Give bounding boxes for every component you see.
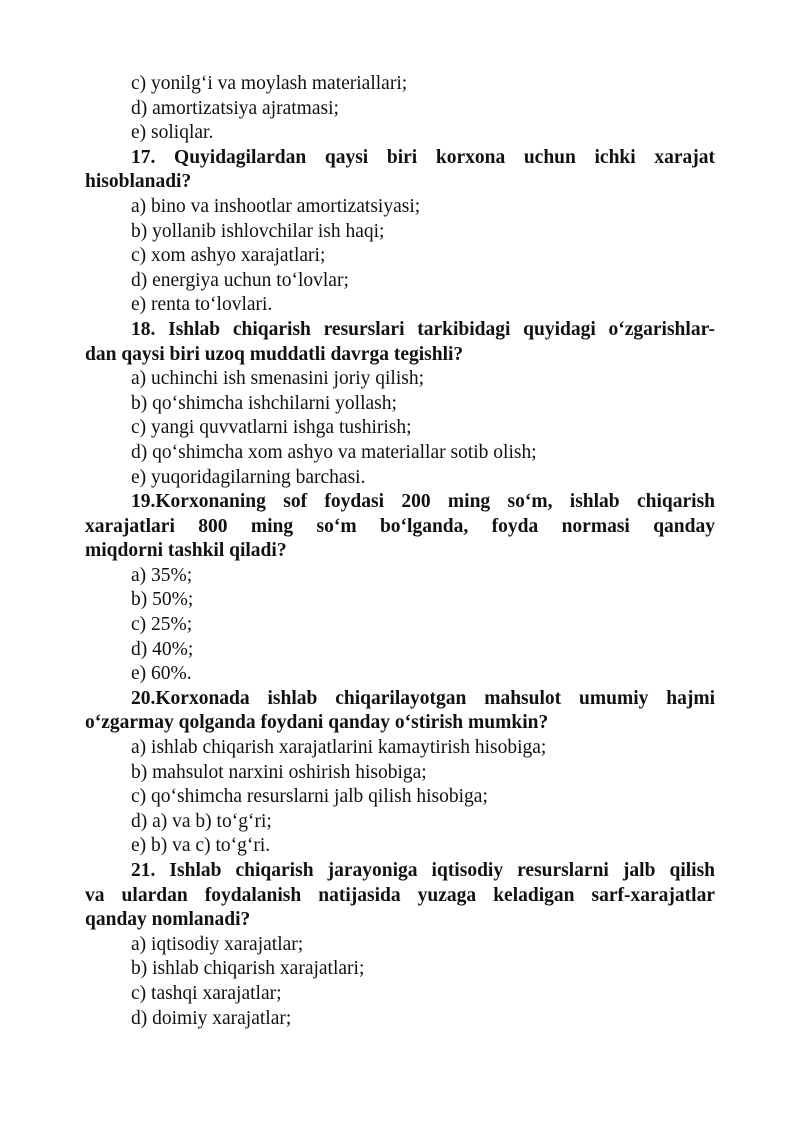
answer-option: e) 60%.	[131, 663, 192, 685]
answer-option: e) yuqoridagilarning barchasi.	[131, 466, 366, 488]
answer-option: a) uchinchi ish smenasini joriy qilish;	[131, 368, 425, 390]
question-line: qanday nomlanadi?	[85, 909, 251, 931]
question-line: miqdorni tashkil qiladi?	[85, 540, 287, 562]
answer-option: c) xom ashyo xarajatlari;	[131, 245, 326, 267]
answer-option: b) mahsulot narxini oshirish hisobiga;	[131, 761, 427, 783]
question-19-continuation	[85, 539, 715, 564]
question-18-continuation	[85, 343, 715, 368]
answer-option: e) b) va c) to‘g‘ri.	[131, 835, 271, 857]
answer-option: a) 35%;	[131, 564, 193, 586]
question-20	[85, 687, 715, 712]
question-21	[85, 859, 715, 884]
answer-option: b) yollanib ishlovchilar ish haqi;	[131, 220, 385, 242]
answer-option: e) soliqlar.	[131, 122, 214, 144]
question-17	[85, 146, 715, 171]
question-line: va ulardan foydalanish natijasida yuzaga keladigan sarf-xarajatlar	[85, 884, 715, 906]
document-page	[85, 72, 715, 1031]
question-19	[85, 490, 715, 515]
answer-option: d) qo‘shimcha xom ashyo va materiallar sotib olish;	[131, 441, 537, 463]
answer-option: b) ishlab chiqarish xarajatlari;	[131, 958, 365, 980]
question-line: dan qaysi biri uzoq muddatli davrga tegishli?	[85, 343, 464, 365]
question-20-continuation	[85, 711, 715, 736]
answer-option: d) doimiy xarajatlar;	[131, 1007, 292, 1029]
question-line: 20.Korxonada ishlab chiqarilayotgan mahsulot umumiy hajmi	[131, 687, 715, 709]
question-line: 21. Ishlab chiqarish jarayoniga iqtisodiy resurslarni jalb qilish	[131, 860, 715, 881]
answer-option: a) iqtisodiy xarajatlar;	[131, 933, 304, 955]
answer-option: d) 40%;	[131, 638, 194, 660]
answer-option: c) tashqi xarajatlar;	[131, 982, 282, 1004]
answer-option: d) energiya uchun to‘lovlar;	[131, 269, 349, 291]
answer-option: a) bino va inshootlar amortizatsiyasi;	[131, 195, 421, 217]
answer-option: e) renta to‘lovlari.	[131, 294, 273, 316]
question-18	[85, 318, 715, 343]
answer-option: c) 25%;	[131, 614, 193, 636]
answer-option: d) a) va b) to‘g‘ri;	[131, 810, 272, 832]
question-21-continuation	[85, 884, 715, 909]
answer-option: b) 50%;	[131, 589, 194, 611]
question-17-continuation	[85, 170, 715, 195]
question-line: 19.Korxonaning sof foydasi 200 ming so‘m, ishlab chiqarish	[131, 491, 715, 513]
answer-option: c) yangi quvvatlarni ishga tushirish;	[131, 417, 412, 439]
answer-option: a) ishlab chiqarish xarajatlarini kamaytirish hisobiga;	[131, 737, 547, 759]
question-19-continuation	[85, 515, 715, 540]
question-line: 18. Ishlab chiqarish resurslari tarkibidagi quyidagi o‘zgarishlar-	[131, 318, 715, 340]
question-line: xarajatlari 800 ming so‘m bo‘lganda, foyda normasi qanday	[85, 515, 715, 537]
answer-option: c) yonilg‘i va moylash materiallari;	[131, 73, 408, 94]
answer-option: c) qo‘shimcha resurslarni jalb qilish hisobiga;	[131, 786, 488, 808]
question-line: 17. Quyidagilardan qaysi biri korxona uchun ichki xarajat	[131, 146, 715, 168]
question-line: hisoblanadi?	[85, 171, 192, 193]
answer-option: b) qo‘shimcha ishchilarni yollash;	[131, 392, 397, 414]
answer-option: d) amortizatsiya ajratmasi;	[131, 97, 339, 119]
question-21-continuation	[85, 908, 715, 933]
question-line: o‘zgarmay qolganda foydani qanday o‘stirish mumkin?	[85, 712, 549, 734]
